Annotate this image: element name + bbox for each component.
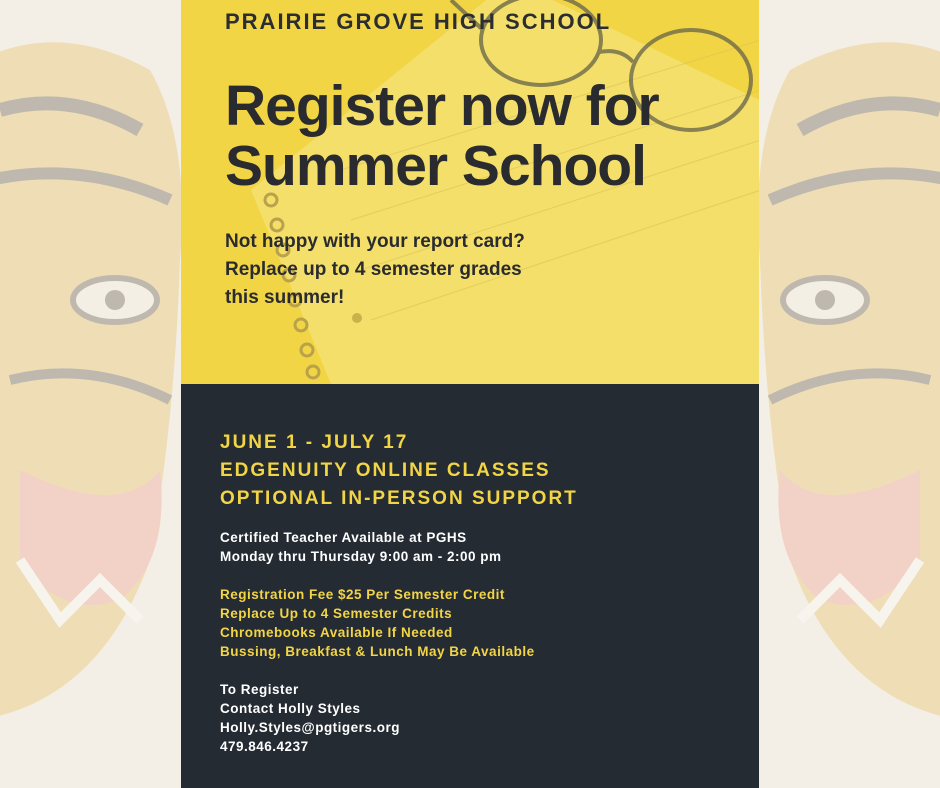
subheadline-line-1: Not happy with your report card? — [225, 231, 525, 252]
registration-fee: Registration Fee $25 Per Semester Credit — [220, 587, 505, 602]
register-phone: 479.846.4237 — [220, 739, 309, 754]
register-contact: Contact Holly Styles — [220, 701, 361, 716]
program-support: OPTIONAL IN-PERSON SUPPORT — [220, 488, 578, 509]
headline-line-2: Summer School — [225, 134, 646, 198]
flyer-top-section — [181, 0, 759, 384]
summer-school-flyer — [181, 0, 759, 788]
subheadline-line-3: this summer! — [225, 287, 345, 308]
credit-limit: Replace Up to 4 Semester Credits — [220, 606, 453, 621]
school-name: PRAIRIE GROVE HIGH SCHOOL — [225, 9, 612, 34]
register-heading: To Register — [220, 682, 299, 697]
bussing-note: Bussing, Breakfast & Lunch May Be Available — [220, 644, 535, 659]
teacher-hours: Monday thru Thursday 9:00 am - 2:00 pm — [220, 549, 502, 564]
teacher-availability: Certified Teacher Available at PGHS — [220, 530, 467, 545]
subheadline-line-2: Replace up to 4 semester grades — [225, 259, 522, 280]
chromebooks-note: Chromebooks Available If Needed — [220, 625, 453, 640]
headline-line-1: Register now for — [225, 74, 659, 138]
program-classes: EDGENUITY ONLINE CLASSES — [220, 460, 551, 481]
register-email: Holly.Styles@pgtigers.org — [220, 720, 400, 735]
program-dates: JUNE 1 - JULY 17 — [220, 432, 409, 453]
